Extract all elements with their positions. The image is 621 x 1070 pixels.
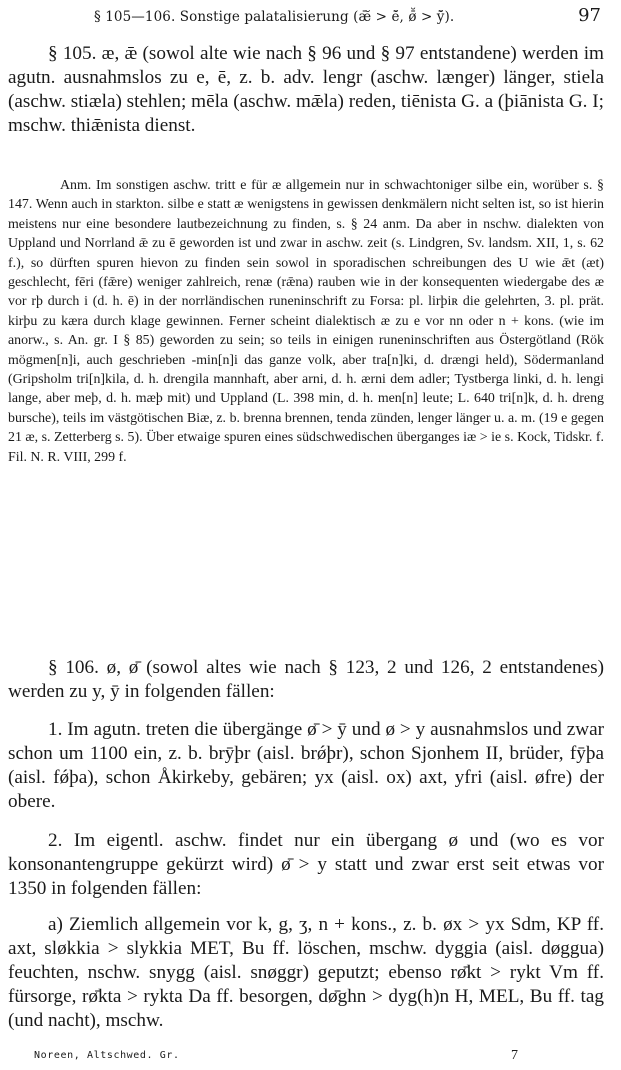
page-footer [0,1050,621,1068]
annotation-paragraph: Anm. Im sonstigen aschw. tritt e für æ allgemein nur in schwachtoniger silbe ein, worüber s. § 147. Wenn auch in starkton. silbe e statt æ wenigstens in gewissen denkmälern nicht selten ist, so ist hierin meistens nur eine besondere lautbezeichnung zu finden, s. § 24 anm. Da aber in nschw. dialekten von Uppland und Norrland ǣ zu ē geworden ist und zwar in aschw. zeit (s. Lindgren, Sv. landsm. XII, 1, s. 62 f.), so dürften spuren hievon zu finden sein sowol in sporadischen schreibungen des U wie ǣt (æt) geschlecht, fēri (fǣre) weniger zahlreich, renæ (rǣna) rauben wie in der konsequenten wiedergabe des æ vor rþ durch i (d. h. ē) in der norrländischen runeninschrift zu Forsa: pl. lirþiʀ die gelehrten, 3. pl. prät. kirþu zu kæra durch klage gewinnen. Ferner scheint dialektisch æ zu e vor nn oder n + kons. (wie im anorw., s. An. gr. I § 85) geworden zu sein; so teils in einigen runeninschriften aus Östergötland (Rök mögmen[n]i, auch geschrieben -min[n]i das ganze volk, aber tra[n]ki, d. drængi held), Södermanland (Gripsholm tri[n]kila, d. h. drengila mannhaft, aber arni, d. h. ærni dem adler; Tystberga linki, d. h. lengi lange, aber meþ, d. h. mæþ mit) und Uppland (L. 398 min, d. h. men[n] leute; L. 640 tri[n]k, d. h. dreng bursche), teils im västgötischen Biæ, z. b. brenna brennen, tenda zünden, lenger länger u. a. m. (19 e gegen 21 æ, s. Zetterberg s. 5). Über etwaige spuren eines südschwedischen überganges iæ > ie s. Kock, Tidskr. f. Fil. N. R. VIII, 299 f. [8,178,604,465]
section-106-point-2a: a) Ziemlich allgemein vor k, g, ʒ, n + kons., z. b. øx > yx Sdm, KP ff. axt, sløkkia > slykkia MET, Bu ff. löschen, mschw. dyggia (aisl. døggua) feuchten, nschw. snygg (aisl. snøggr) geputzt; ebenso rø̄kt > rykt Vm ff. fürsorge, rø̄kta > rykta Da ff. besorgen, dø̄ghn > dyg(h)n H, MEL, Bu ff. tag (und nacht), mschw. [8,914,604,1031]
printer-signature: Noreen, Altschwed. Gr. [34,1050,180,1061]
section-106-point-1: 1. Im agutn. treten die übergänge ø̄ > ȳ und ø > y ausnahmslos und zwar schon um 1100 ein, z. b. brȳþr (aisl. brǿþr), schon Sjonhem II, brüder, fȳþa (aisl. fǿþa), schon Åkirkeby, gebären; yx (aisl. ox) axt, yfri (aisl. øfre) der obere. [8,719,604,812]
section-105-paragraph: § 105. æ, ǣ (sowol alte wie nach § 96 und § 97 entstandene) werden im agutn. ausnahmslos zu e, ē, z. b. adv. lengr (aschw. længer) länger, stiela (aschw. stiæla) stehlen; mēla (aschw. mǣla) reden, tiēnista G. a (þiānista G. I; mschw. thiǣnista dienst. [8,43,604,136]
page-number: 97 [578,5,601,26]
running-head: § 105—106. Sonstige palatalisierung (ǣ̆ > ē̆, ø̄̆ > ȳ̆). [94,9,455,25]
section-106-point-2: 2. Im eigentl. aschw. findet nur ein übergang ø und (wo es vor konsonantengruppe gekürzt wird) ø̄ > y statt und zwar erst seit etwas vor 1350 in folgenden fällen: [8,830,604,899]
page-header [0,5,621,29]
section-106-paragraph: § 106. ø, ø̄ (sowol altes wie nach § 123, 2 und 126, 2 entstandenes) werden zu y, ȳ in folgenden fällen: [8,657,604,702]
signature-number: 7 [511,1048,518,1063]
